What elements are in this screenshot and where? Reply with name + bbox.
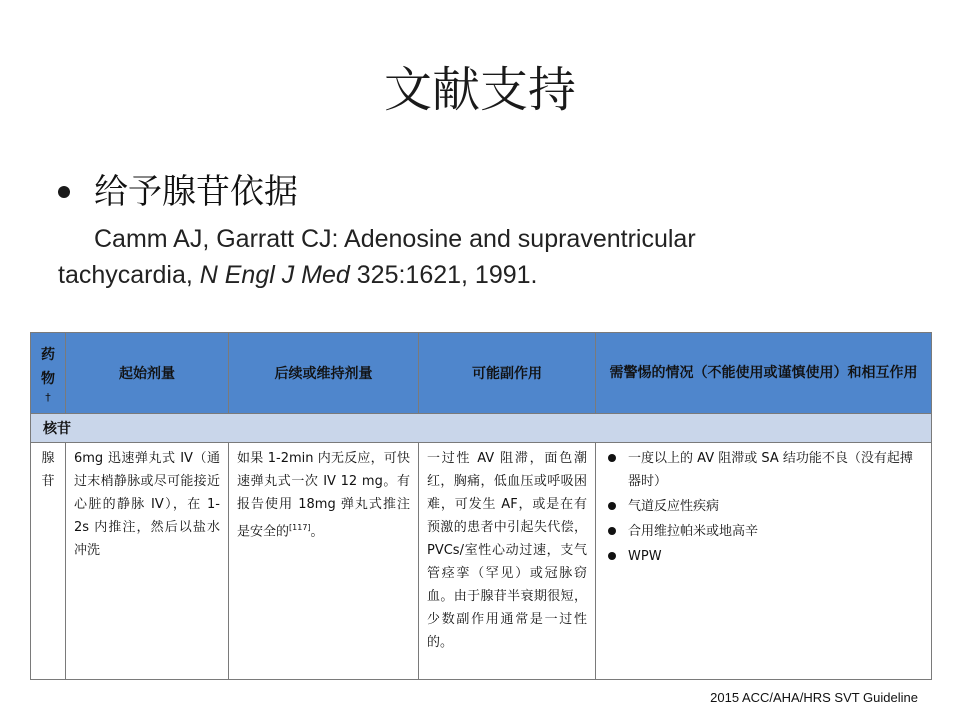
cell-drug [31, 443, 66, 680]
caution-text: WPW [628, 549, 662, 564]
reference-line-1: Camm AJ, Garratt CJ: Adenosine and supraventricular [94, 225, 696, 253]
caution-text: 合用维拉帕米或地高辛 [628, 524, 759, 539]
header-dagger: † [45, 391, 51, 404]
reference-line-2 [58, 258, 537, 292]
cell-cautions [596, 443, 932, 680]
header-initial-dose: 起始剂量 [66, 333, 229, 414]
caution-text: 一度以上的 AV 阻滞或 SA 结功能不良（没有起搏器时） [628, 451, 913, 489]
header-maintenance-dose: 后续或维持剂量 [229, 333, 419, 414]
table-header-row [31, 333, 932, 414]
cautions-list [604, 447, 923, 568]
maintenance-end: 。 [310, 524, 324, 540]
section-row [31, 414, 932, 443]
bullet-icon [608, 527, 616, 535]
cell-maintenance-dose [229, 443, 419, 680]
list-item [604, 447, 923, 493]
drug-table [30, 332, 932, 680]
section-label: 核苷 [31, 414, 932, 443]
maintenance-text: 如果 1-2min 内无反应，可快速弹丸式一次 IV 12 mg。有报告使用 18mg 弹丸式推注是安全的 [237, 451, 410, 540]
reference-suffix: 325:1621, 1991. [349, 261, 538, 289]
reference-prefix: tachycardia, [58, 261, 200, 289]
cell-side-effects: 一过性 AV 阻滞，面色潮红，胸痛，低血压或呼吸困难，可发生 AF，或是在有预激的患者中引起失代偿，PVCs/室性心动过速，支气管痉挛（罕见）或冠脉窃血。由于腺苷半衰期很短，少数副作用通常是一过性的。 [419, 443, 596, 680]
list-item [604, 545, 923, 568]
footer-source: 2015 ACC/AHA/HRS SVT Guideline [710, 690, 918, 705]
cell-initial-dose: 6mg 迅速弹丸式 IV（通过末梢静脉或尽可能接近心脏的静脉 IV），在 1-2s 内推注，然后以盐水冲洗 [66, 443, 229, 680]
header-side-effects: 可能副作用 [419, 333, 596, 414]
drug-name: 腺苷 [41, 451, 55, 489]
bullet-dot-icon [58, 186, 70, 198]
header-cautions: 需警惕的情况（不能使用或谨慎使用）和相互作用 [596, 333, 932, 414]
reference-journal: N Engl J Med [199, 261, 350, 289]
bullet-icon [608, 502, 616, 510]
bullet-text: 给予腺苷依据 [94, 172, 298, 212]
bullet-icon [608, 552, 616, 560]
bullet-icon [608, 454, 616, 462]
table-row [31, 443, 932, 680]
slide-title: 文献支持 [383, 62, 576, 118]
maintenance-ref: [117] [289, 523, 311, 532]
list-item [604, 495, 923, 518]
list-item [604, 520, 923, 543]
header-drug [31, 333, 66, 414]
header-drug-label: 药物 [41, 347, 55, 387]
caution-text: 气道反应性疾病 [628, 499, 720, 514]
